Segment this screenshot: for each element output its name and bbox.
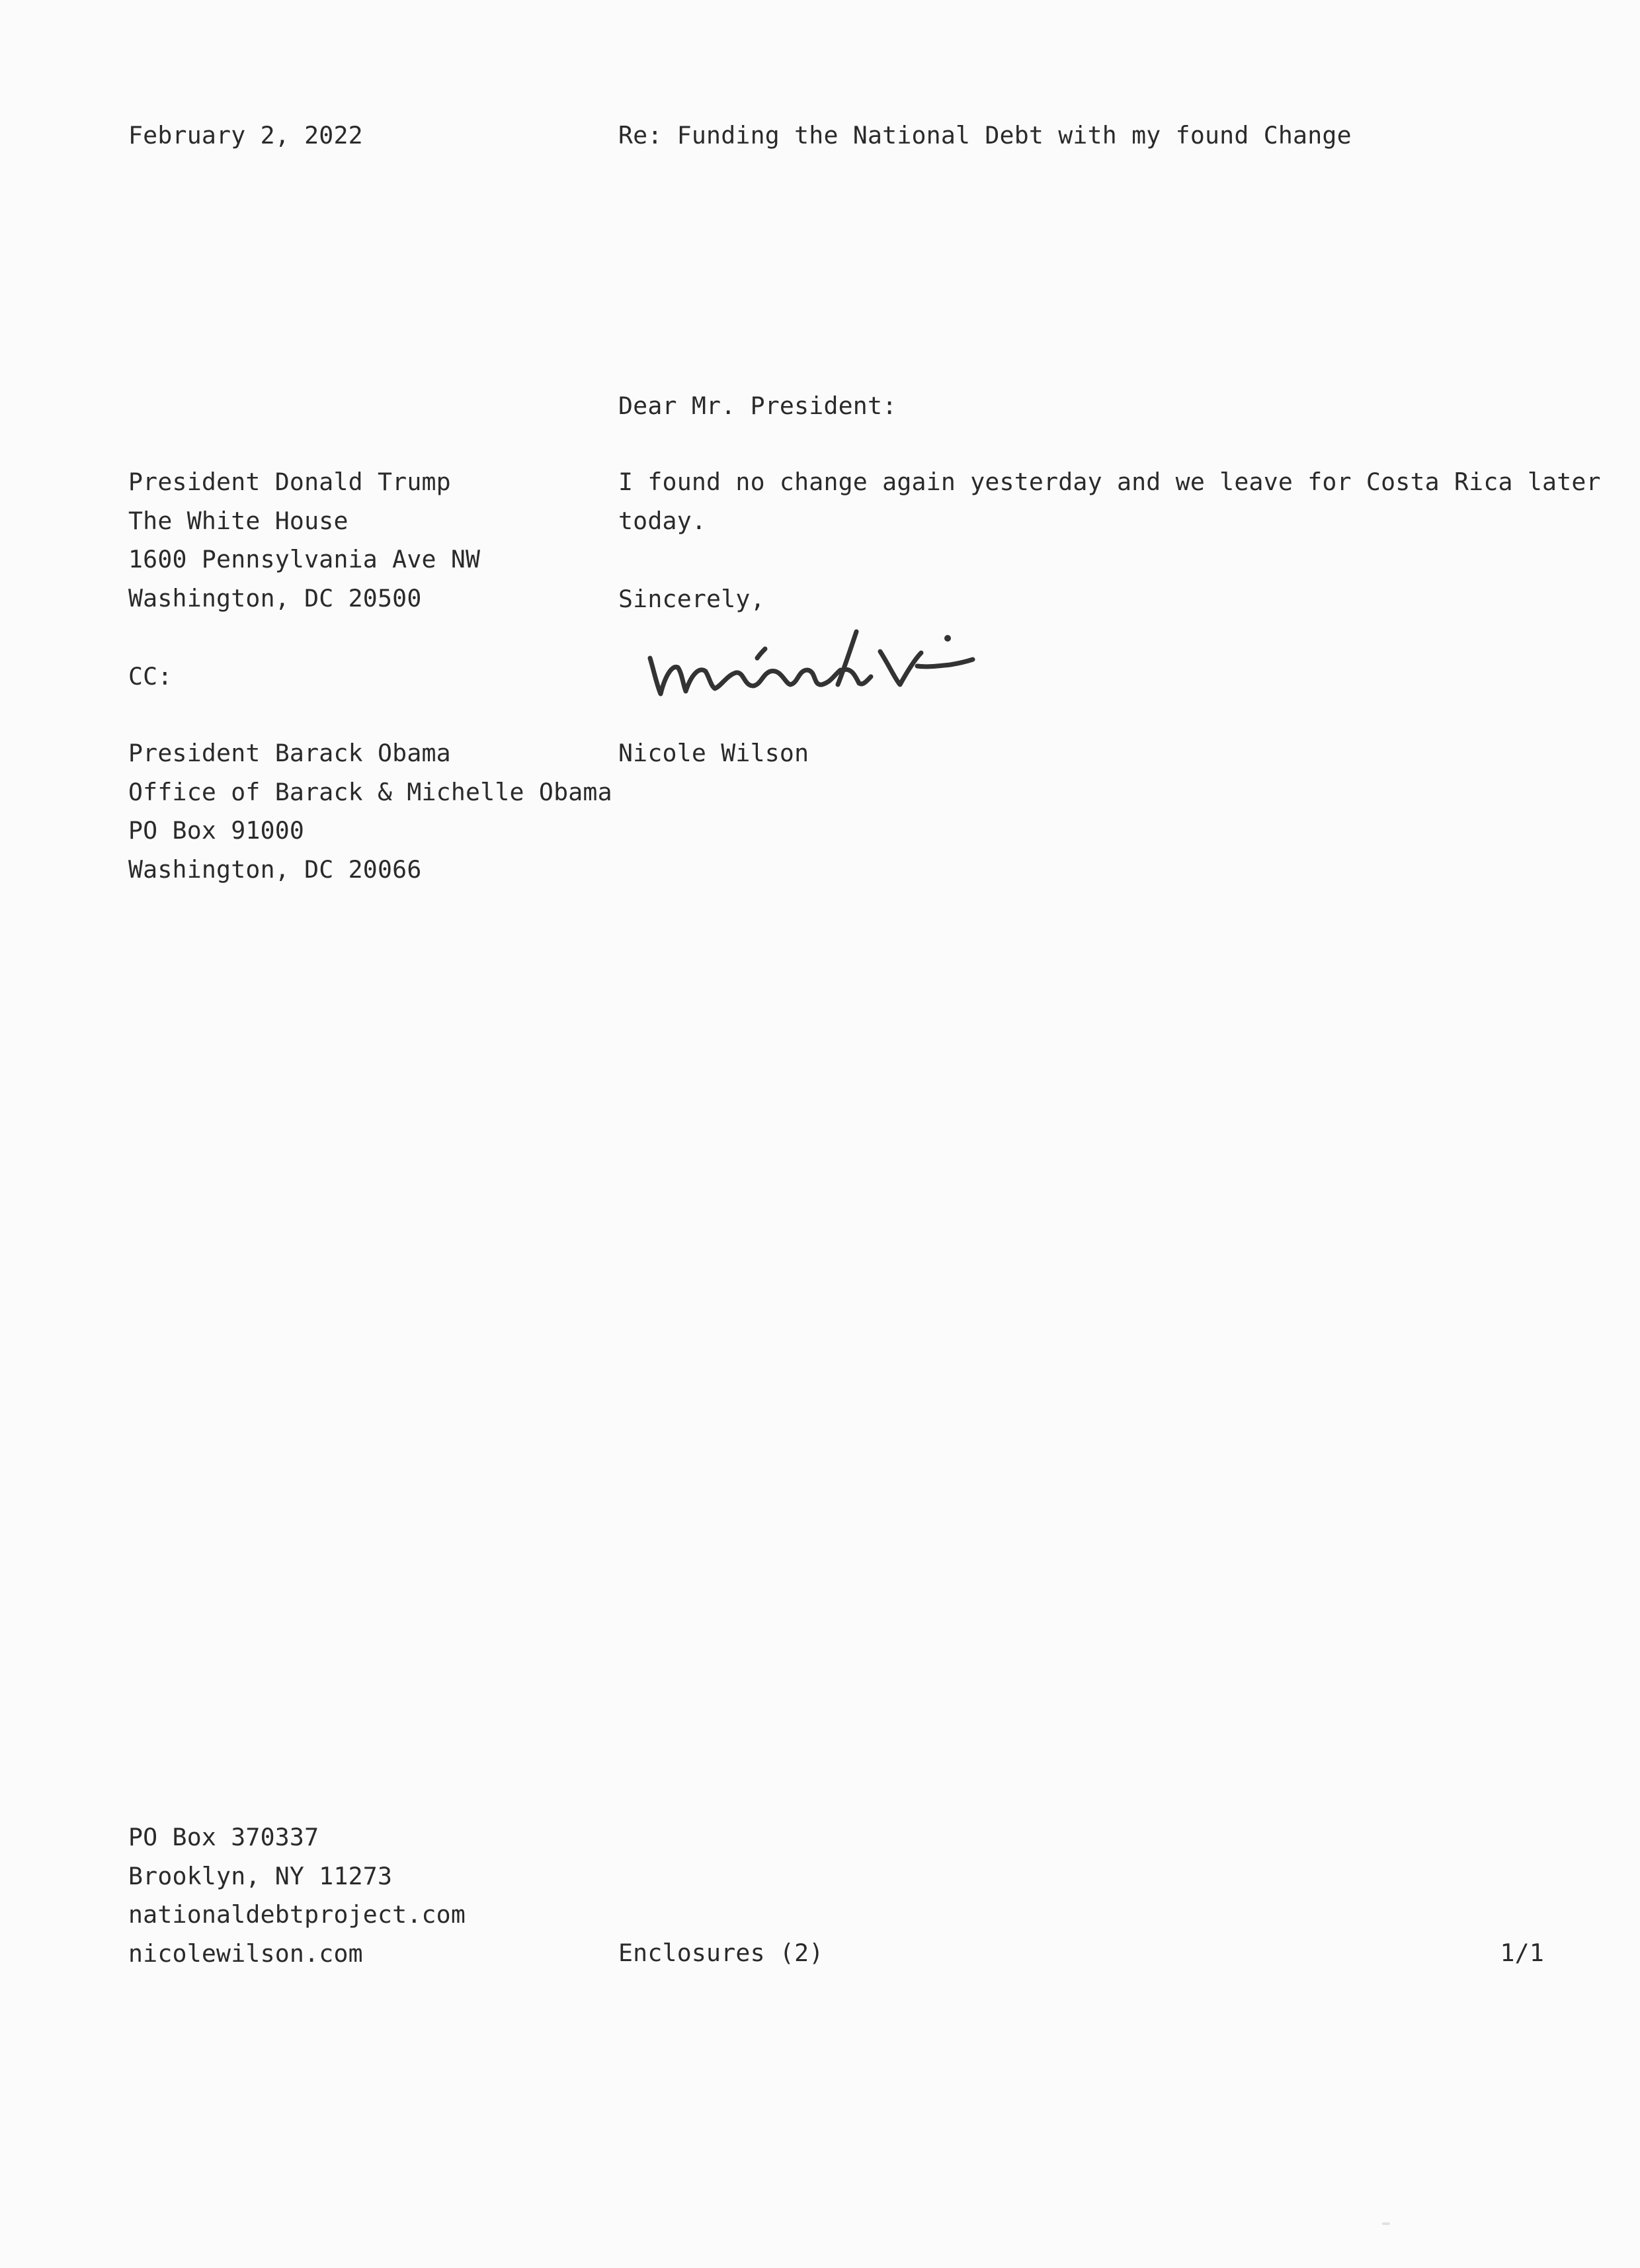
sender-footer [128, 1818, 466, 1973]
scan-speck [1382, 2222, 1390, 2225]
body-line: today. [618, 506, 707, 535]
cc-label-text: CC: [128, 662, 173, 691]
signer-name-text: Nicole Wilson [618, 739, 809, 767]
closing-text: Sincerely, [618, 585, 765, 613]
date-text: February 2, 2022 [128, 121, 363, 149]
cc-recipient-street: PO Box 91000 [128, 816, 305, 845]
salutation [618, 387, 897, 426]
recipient-address [128, 463, 480, 618]
sender-website: nicolewilson.com [128, 1939, 363, 1968]
salutation-text: Dear Mr. President: [618, 392, 897, 420]
sender-po-box: PO Box 370337 [128, 1823, 319, 1851]
page-number-text: 1/1 [1500, 1939, 1544, 1967]
sender-website: nationaldebtproject.com [128, 1900, 466, 1929]
page-number [1500, 1934, 1544, 1973]
sender-city: Brooklyn, NY 11273 [128, 1861, 393, 1890]
subject-line [618, 116, 1352, 155]
cc-recipient-organization: Office of Barack & Michelle Obama [128, 777, 612, 806]
enclosures-note [618, 1934, 823, 1973]
subject-text: Re: Funding the National Debt with my found Change [618, 121, 1352, 149]
cc-recipient-address [128, 734, 612, 889]
letter-date [128, 116, 363, 155]
recipient-organization: The White House [128, 506, 348, 535]
cc-recipient-city: Washington, DC 20066 [128, 855, 422, 884]
recipient-name: President Donald Trump [128, 468, 451, 496]
recipient-city: Washington, DC 20500 [128, 583, 422, 612]
signer-name [618, 734, 809, 773]
signature-graphic [645, 612, 989, 711]
cc-label [128, 657, 173, 696]
letter-body [618, 463, 1601, 540]
body-line: I found no change again yesterday and we leave for Costa Rica later [618, 468, 1601, 496]
cc-recipient-name: President Barack Obama [128, 739, 451, 767]
enclosures-text: Enclosures (2) [618, 1939, 824, 1967]
recipient-street: 1600 Pennsylvania Ave NW [128, 545, 481, 573]
handwritten-signature [645, 612, 989, 711]
